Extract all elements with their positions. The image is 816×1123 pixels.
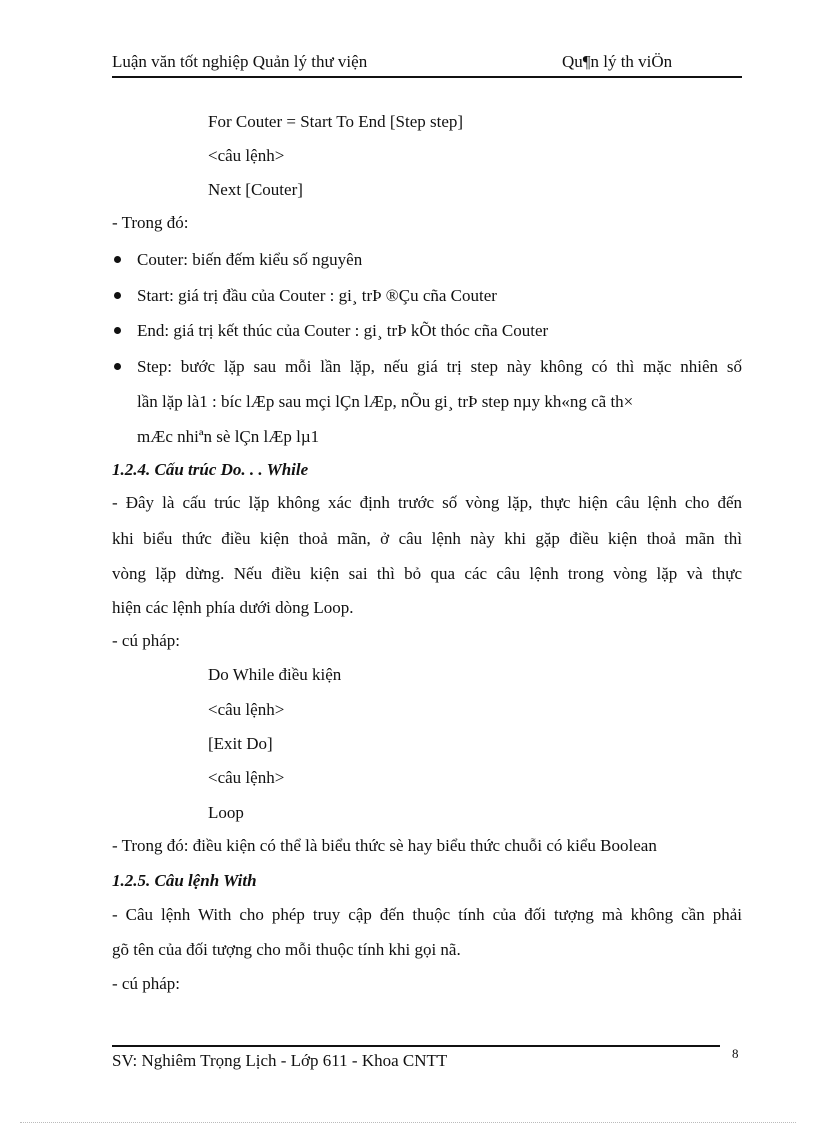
- do-while-code-line: Do While điều kiện: [208, 665, 342, 684]
- do-while-code-line: <câu lệnh>: [208, 768, 285, 787]
- header-divider: [112, 76, 742, 78]
- bullet-couter: Couter: biến đếm kiểu số nguyên: [137, 250, 363, 269]
- section-124-syntax-label: - cú pháp:: [112, 631, 180, 650]
- bullet-step-cont-1: lần lặp là1 : bíc lÆp sau mçi lÇn lÆp, nÕu gi¸ trÞ step nµy kh«ng cã th×: [137, 392, 634, 411]
- section-124-para-line: vòng lặp dừng. Nếu điều kiện sai thì bỏ qua các câu lệnh trong vòng lặp và thực: [112, 564, 742, 583]
- bullet-icon: [114, 256, 121, 263]
- bullet-icon: [114, 327, 121, 334]
- header-left-title: Luận văn tốt nghiệp Quản lý thư viện: [112, 52, 368, 71]
- bullet-icon: [114, 363, 121, 370]
- do-while-code-line: Loop: [208, 803, 244, 822]
- section-124-para-line: hiện các lệnh phía dưới dòng Loop.: [112, 598, 354, 617]
- section-125-syntax-label: - cú pháp:: [112, 974, 180, 993]
- section-124-para-line: - Đây là cấu trúc lặp không xác định trước số vòng lặp, thực hiện câu lệnh cho đến: [112, 493, 742, 512]
- for-loop-line-3: Next [Couter]: [208, 180, 303, 199]
- section-124-note: - Trong đó: điều kiện có thể là biểu thức sè hay biểu thức chuỗi có kiểu Boolean: [112, 836, 657, 855]
- header-right-title: Qu¶n lý th viÖn: [562, 52, 673, 71]
- for-loop-line-1: For Couter = Start To End [Step step]: [208, 112, 464, 131]
- bullet-icon: [114, 292, 121, 299]
- section-heading-1-2-5: 1.2.5. Câu lệnh With: [112, 871, 257, 890]
- do-while-code-line: [Exit Do]: [208, 734, 273, 753]
- do-while-code-line: <câu lệnh>: [208, 700, 285, 719]
- for-loop-trong-do: - Trong đó:: [112, 213, 189, 232]
- bullet-end: End: giá trị kết thúc của Couter : gi¸ trÞ kÕt thóc cña Couter: [137, 321, 549, 340]
- footer-divider: [112, 1045, 720, 1047]
- section-125-para-line: gõ tên của đối tượng cho mỗi thuộc tính khi gọi nã.: [112, 940, 461, 959]
- section-heading-1-2-4: 1.2.4. Cấu trúc Do. . . While: [112, 460, 309, 479]
- for-loop-line-2: <câu lệnh>: [208, 146, 285, 165]
- footer-author: SV: Nghiêm Trọng Lịch - Lớp 611 - Khoa CNTT: [112, 1051, 448, 1070]
- bullet-step-cont-2: mÆc nhiªn sè lÇn lÆp lµ1: [137, 427, 320, 446]
- section-125-para-line: - Câu lệnh With cho phép truy cập đến thuộc tính của đối tượng mà không cần phải: [112, 905, 742, 924]
- bullet-start: Start: giá trị đầu của Couter : gi¸ trÞ ®Çu cña Couter: [137, 286, 497, 305]
- section-124-para-line: khi biểu thức điều kiện thoả mãn, ở câu lệnh này khi gặp điều kiện thoả mãn thì: [112, 529, 742, 548]
- bullet-step: Step: bước lặp sau mỗi lần lặp, nếu giá trị step này không có thì mặc nhiên số: [137, 357, 742, 376]
- page-number: 8: [732, 1046, 739, 1061]
